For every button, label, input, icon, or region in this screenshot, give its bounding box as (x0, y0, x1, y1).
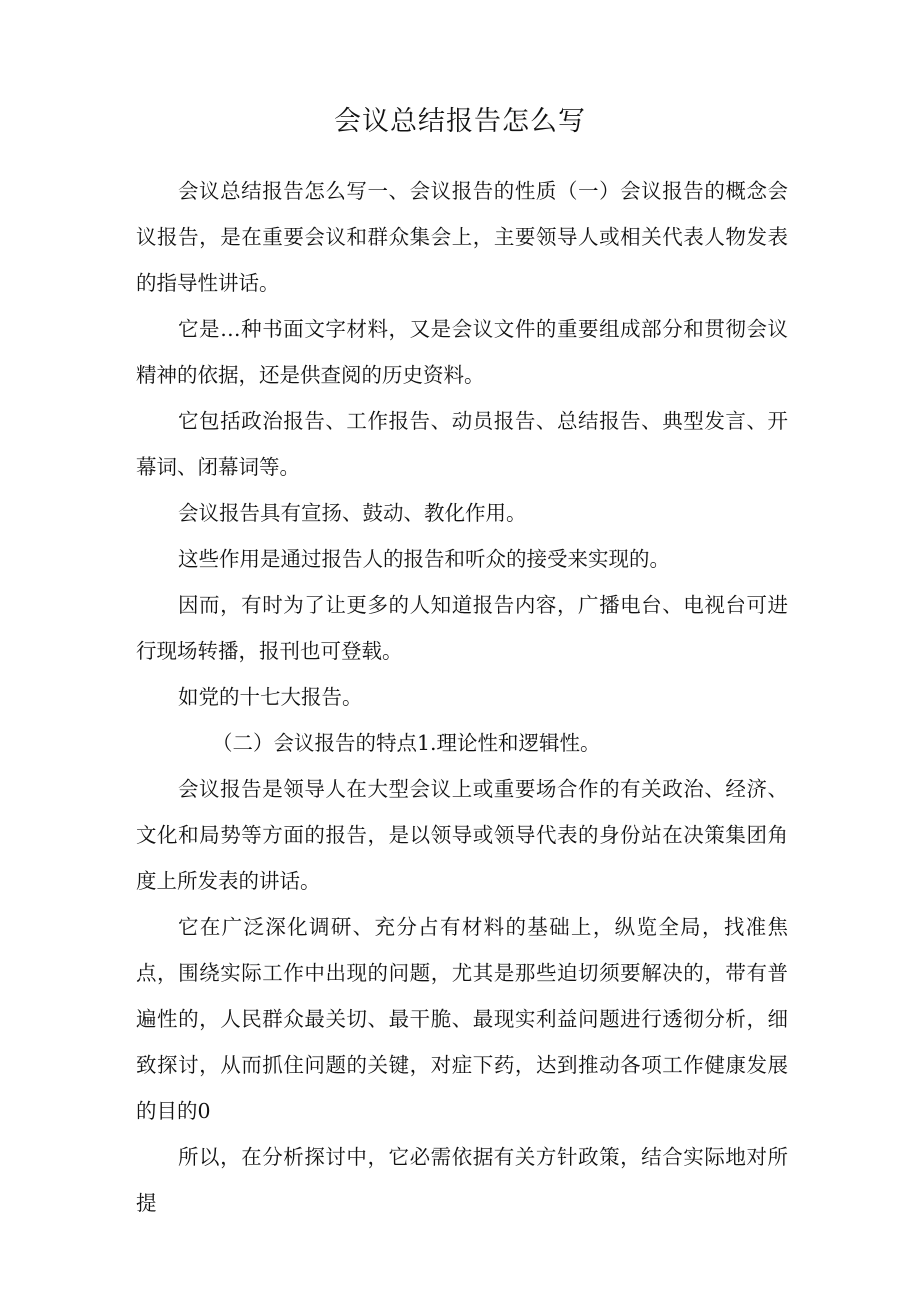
paragraph-7: 如党的十七大报告。 (178, 685, 363, 709)
paragraph-1: 会议总结报告怎么写一、会议报告的性质（一）会议报告的概念会议报告，是在重要会议和群众集会上，主要领导人或相关代表人物发表的指导性讲话。 (136, 179, 788, 295)
document-body (136, 168, 788, 1226)
paragraph-9: 会议报告是领导人在大型会议上或重要场合作的有关政治、经济、文化和局势等方面的报告，是以领导或领导代表的身份站在决策集团角度上所发表的讲话。 (136, 777, 788, 893)
paragraph-10: 它在广泛深化调研、充分占有材料的基础上，纵览全局，找准焦点，围绕实际工作中出现的问题，尤其是那些迫切须要解决的，带有普遍性的，人民群众最关切、最干脆、最现实利益问题进行透彻分析，细致探讨，从而抓住问题的关键，对症下药，达到推动各项工作健康发展的目的0 (136, 915, 788, 1123)
paragraph-4: 会议报告具有宣扬、鼓动、教化作用。 (178, 501, 527, 525)
section-heading: （二）会议报告的特点1.理论性和逻辑性。 (212, 731, 601, 755)
paragraph-5: 这些作用是通过报告人的报告和听众的接受来实现的。 (178, 547, 670, 571)
paragraph-2: 它是…种书面文字材料，又是会议文件的重要组成部分和贯彻会议精神的依据，还是供查阅的历史资料。 (136, 317, 788, 387)
paragraph-11: 所以，在分析探讨中，它必需依据有关方针政策，结合实际地对所提 (136, 1145, 788, 1215)
document-title: 会议总结报告怎么写 (334, 106, 586, 137)
paragraph-6: 因而，有时为了让更多的人知道报告内容，广播电台、电视台可进行现场转播，报刊也可登载。 (136, 593, 788, 663)
paragraph-3: 它包括政治报告、工作报告、动员报告、总结报告、典型发言、开幕词、闭幕词等。 (136, 409, 788, 479)
